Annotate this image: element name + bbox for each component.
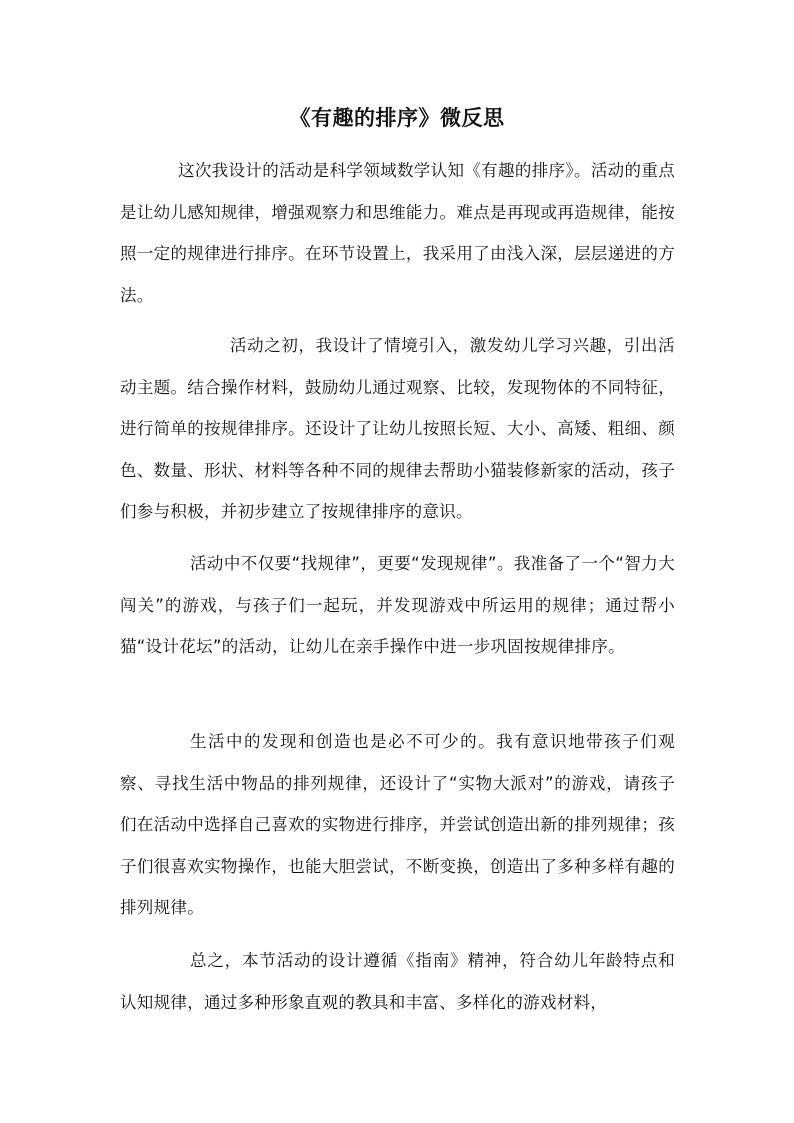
paragraph-find-patterns: 活动中不仅要“找规律”，更要“发现规律”。我准备了一个“智力大闯关”的游戏，与孩子们一起玩，并发现游戏中所运用的规律；通过帮小猫“设计花坛”的活动，让幼儿在亲手操作中进一步巩固按规律排序。 [120,554,675,656]
paragraph-intro: 这次我设计的活动是科学领域数学认知《有趣的排序》。活动的重点是让幼儿感知规律，增强观察力和思维能力。难点是再现或再造规律，能按照一定的规律进行排序。在环节设置上，我采用了由浅入深，层层递进的方法。 [120,161,675,305]
paragraph-activity-start: 活动之初，我设计了情境引入，激发幼儿学习兴趣，引出活动主题。结合操作材料，鼓励幼儿通过观察、比较，发现物体的不同特征，进行简单的按规律排序。还设计了让幼儿按照长短、大小、高矮、粗细、颜色、数量、形状、材料等各种不同的规律去帮助小猫装修新家的活动，孩子们参与积极，并初步建立了按规律排序的意识。 [120,336,675,521]
paragraph-life-discovery: 生活中的发现和创造也是必不可少的。我有意识地带孩子们观察、寻找生活中物品的排列规律，还设计了“实物大派对”的游戏，请孩子们在活动中选择自己喜欢的实物进行排序，并尝试创造出新的排列规律；孩子们很喜欢实物操作，也能大胆尝试，不断变换，创造出了多种多样有趣的排列规律。 [120,732,675,917]
paragraph-summary: 总之，本节活动的设计遵循《指南》精神，符合幼儿年龄特点和认知规律，通过多种形象直观的教具和丰富、多样化的游戏材料， [120,951,675,1012]
document-title: 《有趣的排序》微反思 [289,106,505,130]
